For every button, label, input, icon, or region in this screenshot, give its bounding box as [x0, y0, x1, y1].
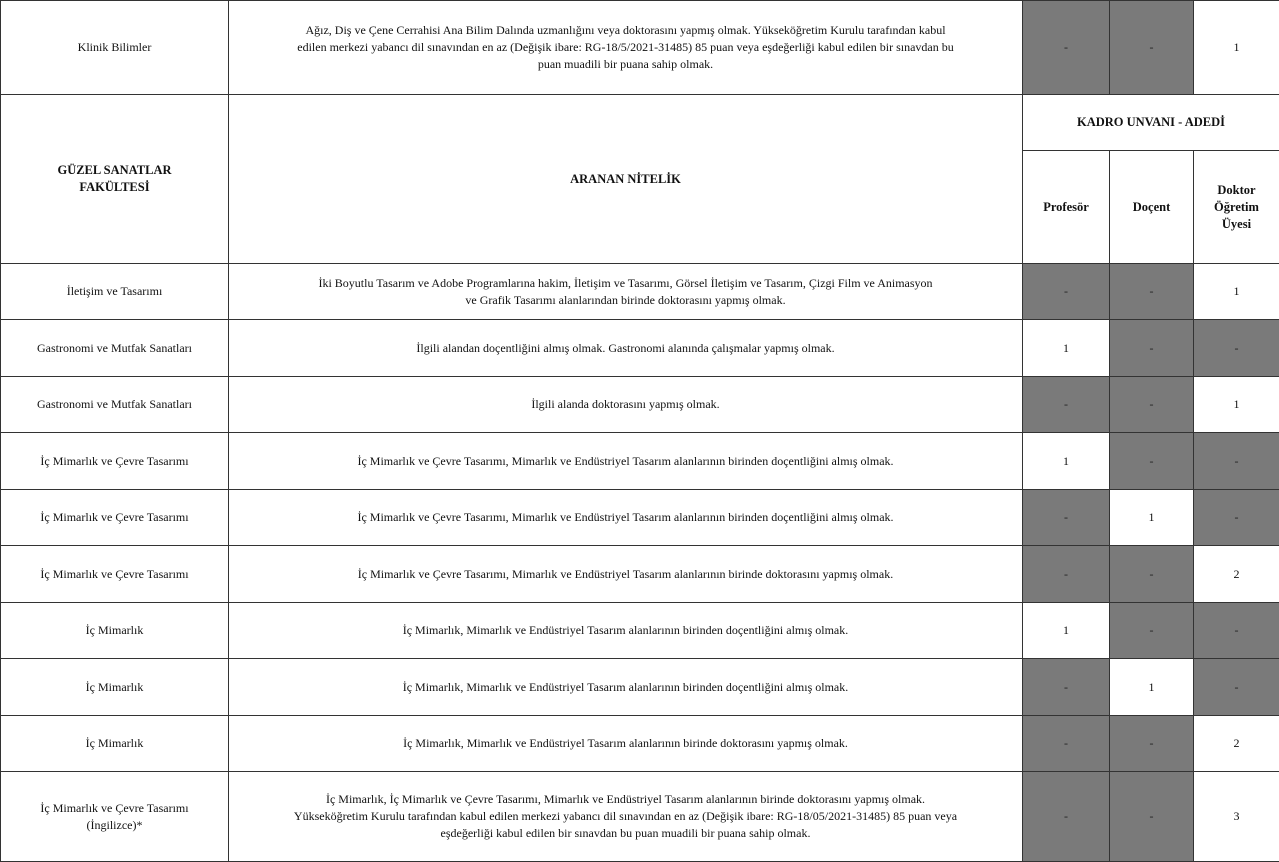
department-cell: Gastronomi ve Mutfak Sanatları	[1, 377, 229, 433]
dou-cell: -	[1194, 490, 1279, 546]
profesor-cell: -	[1023, 546, 1110, 603]
requirement-cell: İç Mimarlık ve Çevre Tasarımı, Mimarlık ve Endüstriyel Tasarım alanlarının birinden doçentliğini almış olmak.	[229, 433, 1023, 490]
table-row	[1, 546, 1279, 603]
table-row	[1, 772, 1279, 862]
dou-cell: 3	[1194, 772, 1279, 862]
docent-cell: 1	[1110, 490, 1194, 546]
table-row	[1, 264, 1279, 320]
profesor-cell: -	[1023, 659, 1110, 716]
department-cell: İç Mimarlık	[1, 659, 229, 716]
dou-cell: 1	[1194, 1, 1279, 95]
docent-header: Doçent	[1110, 151, 1194, 264]
profesor-cell: -	[1023, 772, 1110, 862]
docent-cell: 1	[1110, 659, 1194, 716]
profesor-cell: -	[1023, 264, 1110, 320]
table-row	[1, 603, 1279, 659]
table-row	[1, 1, 1279, 95]
dou-cell: 1	[1194, 264, 1279, 320]
profesor-cell: -	[1023, 490, 1110, 546]
profesor-cell: -	[1023, 1, 1110, 95]
table-row	[1, 377, 1279, 433]
profesor-header: Profesör	[1023, 151, 1110, 264]
table-row	[1, 490, 1279, 546]
table-row	[1, 659, 1279, 716]
department-cell: İç Mimarlık ve Çevre Tasarımı	[1, 546, 229, 603]
docent-cell: -	[1110, 377, 1194, 433]
docent-cell: -	[1110, 546, 1194, 603]
dou-cell: 1	[1194, 377, 1279, 433]
dou-cell: -	[1194, 659, 1279, 716]
department-cell: Klinik Bilimler	[1, 1, 229, 95]
docent-cell: -	[1110, 772, 1194, 862]
department-cell: İç Mimarlık	[1, 716, 229, 772]
docent-cell: -	[1110, 320, 1194, 377]
docent-cell: -	[1110, 716, 1194, 772]
profesor-cell: 1	[1023, 433, 1110, 490]
requirement-cell: İç Mimarlık, Mimarlık ve Endüstriyel Tasarım alanlarının birinde doktorasını yapmış olmak.	[229, 716, 1023, 772]
table-row	[1, 320, 1279, 377]
docent-cell: -	[1110, 264, 1194, 320]
profesor-cell: -	[1023, 377, 1110, 433]
department-cell: İç Mimarlık	[1, 603, 229, 659]
docent-cell: -	[1110, 603, 1194, 659]
department-cell: İç Mimarlık ve Çevre Tasarımı (İngilizce)*	[1, 772, 229, 862]
dou-header: Doktor Öğretim Üyesi	[1194, 151, 1279, 264]
department-cell: İç Mimarlık ve Çevre Tasarımı	[1, 490, 229, 546]
requirement-cell: İç Mimarlık, Mimarlık ve Endüstriyel Tasarım alanlarının birinden doçentliğini almış olmak.	[229, 659, 1023, 716]
requirement-cell: İç Mimarlık, İç Mimarlık ve Çevre Tasarımı, Mimarlık ve Endüstriyel Tasarım alanlarının birinde doktorasını yapmış olmak. Yükseköğretim Kurulu tarafından kabul edilen merkezi yabancı dil sınavından en az (Değişik ibare: RG-18/05/2021-31485) 85 puan veya eşdeğerliği kabul edilen bir sınavdan bu puan muadili bir puana sahip olmak.	[229, 772, 1023, 862]
dou-cell: -	[1194, 603, 1279, 659]
table-row	[1, 716, 1279, 772]
dou-cell: -	[1194, 320, 1279, 377]
dou-cell: 2	[1194, 546, 1279, 603]
department-cell: İletişim ve Tasarımı	[1, 264, 229, 320]
requirement-cell: İki Boyutlu Tasarım ve Adobe Programlarına hakim, İletişim ve Tasarımı, Görsel İletişim ve Tasarım, Çizgi Film ve Animasyon ve Grafik Tasarımı alanlarından birinde doktorasını yapmış olmak.	[229, 264, 1023, 320]
requirement-cell: İç Mimarlık ve Çevre Tasarımı, Mimarlık ve Endüstriyel Tasarım alanlarının birinde doktorasını yapmış olmak.	[229, 546, 1023, 603]
faculty-header: GÜZEL SANATLAR FAKÜLTESİ	[1, 95, 229, 264]
profesor-cell: 1	[1023, 603, 1110, 659]
dou-cell: 2	[1194, 716, 1279, 772]
dou-cell: -	[1194, 433, 1279, 490]
table-row	[1, 433, 1279, 490]
department-cell: Gastronomi ve Mutfak Sanatları	[1, 320, 229, 377]
docent-cell: -	[1110, 433, 1194, 490]
department-cell: İç Mimarlık ve Çevre Tasarımı	[1, 433, 229, 490]
requirement-header: ARANAN NİTELİK	[229, 95, 1023, 264]
header-row	[1, 95, 1279, 151]
requirement-cell: İlgili alandan doçentliğini almış olmak. Gastronomi alanında çalışmalar yapmış olmak.	[229, 320, 1023, 377]
requirement-cell: İç Mimarlık, Mimarlık ve Endüstriyel Tasarım alanlarının birinden doçentliğini almış olmak.	[229, 603, 1023, 659]
profesor-cell: 1	[1023, 320, 1110, 377]
docent-cell: -	[1110, 1, 1194, 95]
requirement-cell: İlgili alanda doktorasını yapmış olmak.	[229, 377, 1023, 433]
requirement-cell: Ağız, Diş ve Çene Cerrahisi Ana Bilim Dalında uzmanlığını veya doktorasını yapmış olmak. Yükseköğretim Kurulu tarafından kabul edilen merkezi yabancı dil sınavından en az (Değişik ibare: RG-18/5/2021-31485) 85 puan veya eşdeğerliği kabul edilen bir sınavdan bu puan muadili bir puana sahip olmak.	[229, 1, 1023, 95]
requirement-cell: İç Mimarlık ve Çevre Tasarımı, Mimarlık ve Endüstriyel Tasarım alanlarının birinden doçentliğini almış olmak.	[229, 490, 1023, 546]
cadre-header: KADRO UNVANI - ADEDİ	[1023, 95, 1279, 151]
profesor-cell: -	[1023, 716, 1110, 772]
